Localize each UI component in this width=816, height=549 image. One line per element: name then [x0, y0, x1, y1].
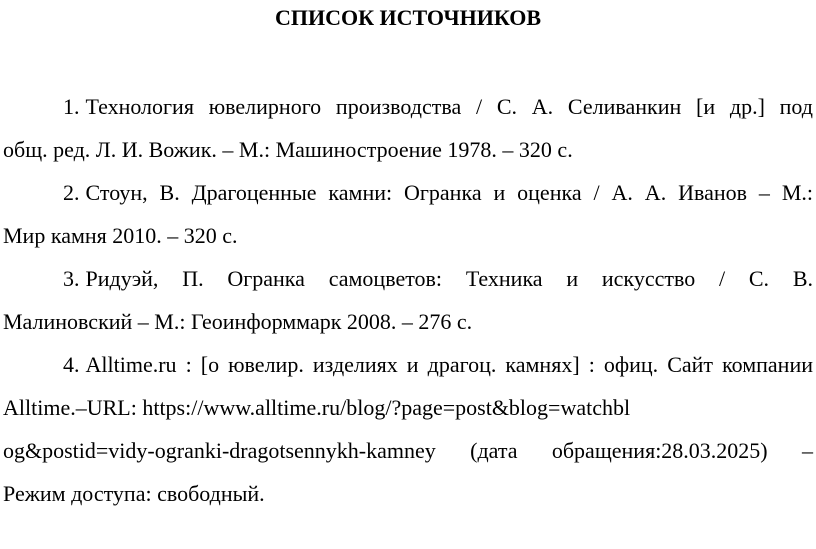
reference-text: Alltime.ru : [о ювелир. изделиях и драгоц. камнях] : офиц. Сайт компании: [85, 352, 813, 377]
reference-list: [3, 85, 813, 515]
reference-line: [3, 171, 813, 214]
reference-line: Alltime.–URL: https://www.alltime.ru/blog/?page=post&blog=watchbl: [3, 395, 631, 420]
reference-line: [3, 257, 813, 300]
reference-item: [3, 343, 813, 515]
reference-line: Мир камня 2010. – 320 с.: [3, 223, 238, 248]
reference-line: Режим доступа: свободный.: [3, 481, 265, 506]
reference-text: Стоун, В. Драгоценные камни: Огранка и оценка / А. А. Иванов – М.:: [85, 180, 813, 205]
reference-text: Технология ювелирного производства / С. А. Селиванкин [и др.] под: [85, 94, 813, 119]
reference-number: 3.: [63, 266, 80, 291]
reference-number: 4.: [63, 352, 80, 377]
page-title: СПИСОК ИСТОЧНИКОВ: [274, 5, 542, 30]
reference-text: Ридуэй, П. Огранка самоцветов: Техника и искусство / С. В.: [85, 266, 813, 291]
reference-line: [3, 85, 813, 128]
reference-number: 1.: [63, 94, 80, 119]
reference-item: [3, 257, 813, 343]
reference-line: [3, 343, 813, 386]
reference-line: Малиновский – М.: Геоинформмарк 2008. – 276 с.: [3, 309, 473, 334]
reference-line: og&postid=vidy-ogranki-dragotsennykh-kamney (дата обращения:28.03.2025) –: [3, 438, 813, 463]
reference-item: [3, 171, 813, 257]
reference-line: общ. ред. Л. И. Вожик. – М.: Машиностроение 1978. – 320 с.: [3, 137, 573, 162]
reference-number: 2.: [63, 180, 80, 205]
reference-item: [3, 85, 813, 171]
